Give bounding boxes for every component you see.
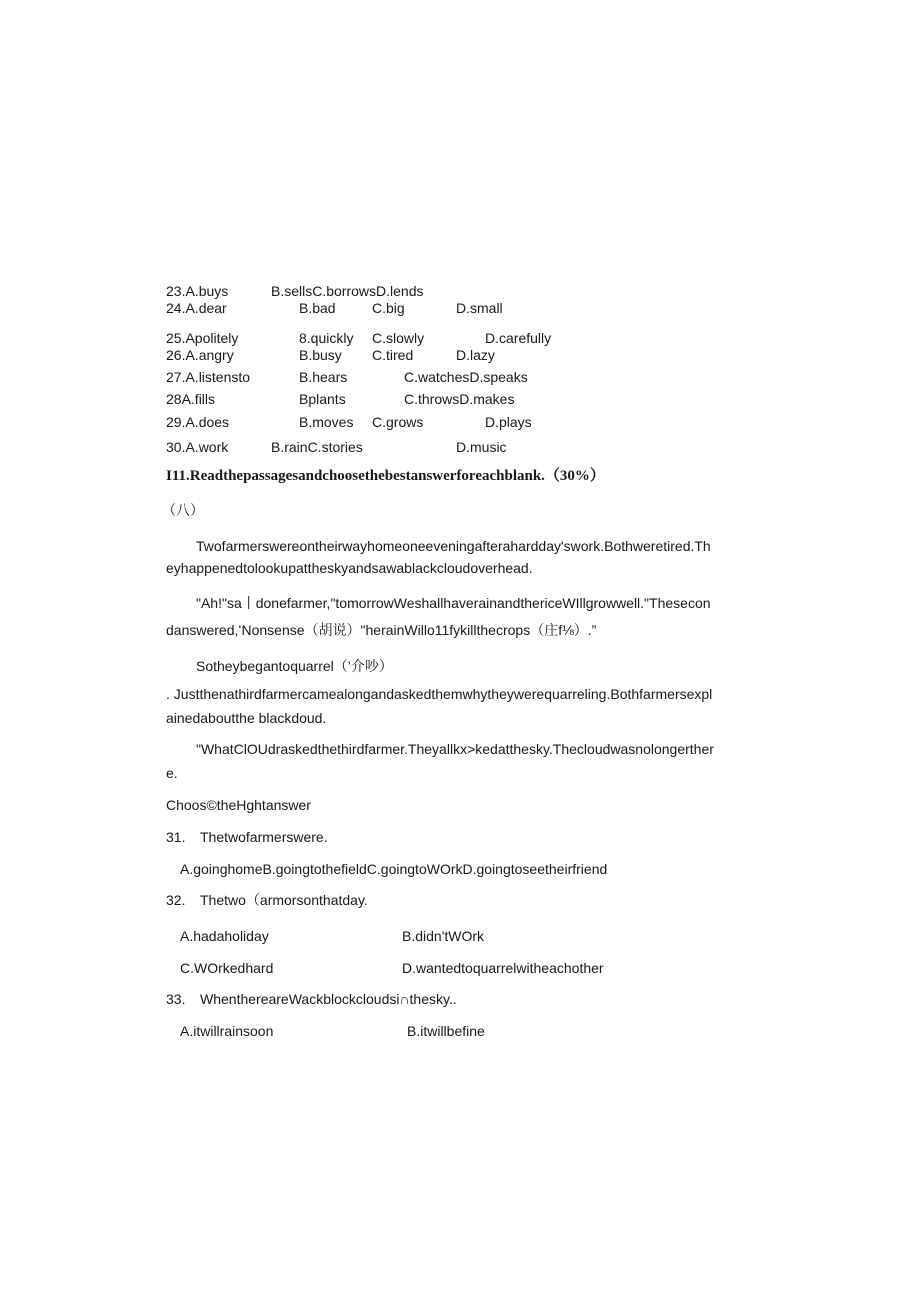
- passage-line: eyhappenedtolookupattheskyandsawablackcloudoverhead.: [166, 560, 533, 576]
- option-a: 29.A.does: [166, 414, 230, 430]
- option-b: B.hears: [299, 369, 348, 385]
- option-a: 27.A.listensto: [166, 369, 251, 385]
- part-label: （八）: [162, 502, 204, 518]
- option-b: 8.quickly: [299, 330, 354, 346]
- question-number: 32.: [166, 892, 186, 908]
- question-text: Thetwofarmerswere.: [200, 829, 328, 845]
- section-heading: I11.Readthepassagesandchoosethebestanswerforeachblank.（30%）: [166, 468, 605, 484]
- option-d: D.lazy: [456, 347, 495, 363]
- passage-line: Sotheybegantoquarrel（’介吵）: [196, 658, 393, 674]
- option-a: 25.Apolitely: [166, 330, 239, 346]
- option-c: C.watchesD.speaks: [404, 369, 528, 385]
- option-a: 28A.fills: [166, 391, 216, 407]
- passage-line: . Justthenathirdfarmercamealongandaskedthemwhytheywerequarreling.Bothfarmersexpl: [166, 686, 713, 702]
- option-b: B.didn'tWOrk: [402, 928, 485, 944]
- option-a: 24.A.dear: [166, 300, 227, 316]
- question-text: WhenthereareWackblockcloudsi∩thesky..: [200, 991, 457, 1007]
- option-c: C.WOrkedhard: [180, 960, 274, 976]
- question-options: A.goinghomeB.goingtothefieldC.goingtoWOrkD.goingtoseetheirfriend: [180, 861, 608, 877]
- question-number: 33.: [166, 991, 186, 1007]
- option-b: B.bad: [299, 300, 336, 316]
- option-b: B.rainC.stories: [271, 439, 363, 455]
- option-d: D.plays: [485, 414, 532, 430]
- option-c: C.grows: [372, 414, 424, 430]
- option-d: D.small: [456, 300, 503, 316]
- instruction: Choos©theHghtanswer: [166, 797, 311, 813]
- option-c: C.big: [372, 300, 405, 316]
- option-b: Bplants: [299, 391, 346, 407]
- passage-line: "Ah!"sa丨donefarmer,"tomorrowWeshallhaverainandthericeWIllgrowwell."Thesecon: [196, 595, 711, 611]
- option-a: 26.A.angry: [166, 347, 234, 363]
- question-text: Thetwo（armorsonthatday.: [200, 892, 368, 908]
- passage-line: Twofarmerswereontheirwayhomeoneeveningafterahardday'swork.Bothweretired.Th: [196, 538, 711, 554]
- option-d: D.music: [456, 439, 507, 455]
- option-a: A.itwillrainsoon: [180, 1023, 274, 1039]
- option-d: D.carefully: [485, 330, 552, 346]
- option-a: A.hadaholiday: [180, 928, 269, 944]
- option-d: D.wantedtoquarrelwitheachother: [402, 960, 604, 976]
- passage-line: e.: [166, 765, 178, 781]
- option-b: B.moves: [299, 414, 354, 430]
- option-c: C.slowly: [372, 330, 425, 346]
- option-b: B.sellsC.borrowsD.lends: [271, 283, 424, 299]
- option-c: C.throwsD.makes: [404, 391, 515, 407]
- question-number: 31.: [166, 829, 186, 845]
- passage-line: ainedaboutthe blackdoud.: [166, 710, 327, 726]
- option-a: 23.A.buys: [166, 283, 229, 299]
- passage-line: danswered,ʻNonsense（胡说）"herainWillo11fykillthecrops（庄f⅛）.”: [166, 622, 597, 638]
- option-b: B.busy: [299, 347, 342, 363]
- option-a: 30.A.work: [166, 439, 229, 455]
- passage-line: "WhatClOUdraskedthethirdfarmer.Theyallkx>kedatthesky.Thecloudwasnolongerther: [196, 741, 714, 757]
- option-b: B.itwillbefine: [407, 1023, 485, 1039]
- option-c: C.tired: [372, 347, 414, 363]
